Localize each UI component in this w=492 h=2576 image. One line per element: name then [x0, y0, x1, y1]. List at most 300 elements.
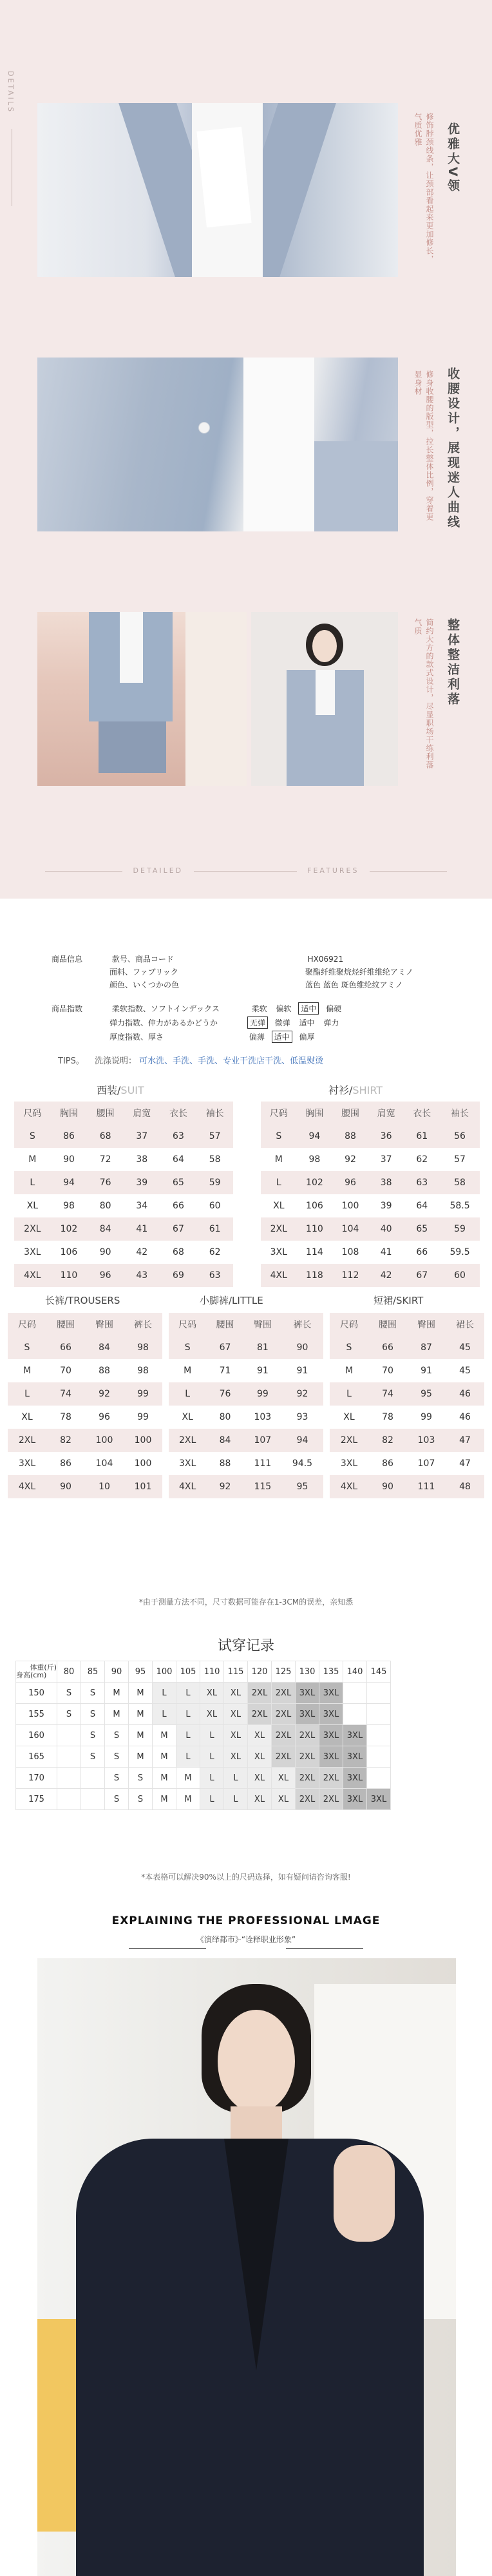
tryon-size-cell: 3XL	[296, 1704, 319, 1725]
shirt-cell: 58	[440, 1171, 480, 1194]
tryon-size-cell: 2XL	[272, 1746, 296, 1768]
shirt-header-cell: 肩宽	[368, 1102, 404, 1125]
shirt-cell: 56	[440, 1125, 480, 1148]
tryon-size-cell: M	[129, 1725, 153, 1746]
tryon-height-cell: 150	[16, 1683, 57, 1704]
trousers-header-cell: 尺码	[8, 1313, 46, 1336]
skirt-header-row	[330, 1313, 484, 1336]
tryon-size-cell: L	[176, 1683, 200, 1704]
shirt-cell: L	[261, 1171, 297, 1194]
trousers-cell: 100	[124, 1429, 162, 1452]
tryon-corner-weight: 体重(斤)	[30, 1663, 57, 1672]
trousers-cell: 92	[85, 1382, 124, 1406]
skirt-header-cell: 裙长	[446, 1313, 484, 1336]
info-label: 商品信息	[52, 955, 83, 964]
skirt-cell: 78	[368, 1406, 407, 1429]
code-value: HX06921	[307, 955, 344, 964]
tryon-size-cell: S	[57, 1683, 81, 1704]
table-row	[261, 1264, 480, 1287]
tryon-size-cell: 2XL	[319, 1768, 343, 1789]
suit-cell: 106	[51, 1241, 88, 1264]
skirt-cell: M	[330, 1359, 368, 1382]
detail-1-title: 优雅大V领	[446, 122, 460, 194]
tryon-weight-cell: 115	[224, 1661, 248, 1683]
suit-cell: 57	[196, 1125, 233, 1148]
info-row-thickness	[109, 1031, 319, 1043]
wash-label: 洗涤说明：	[95, 1056, 137, 1066]
tryon-size-cell: M	[153, 1725, 176, 1746]
tips-row	[58, 1054, 323, 1066]
table-row	[8, 1336, 162, 1359]
trousers-cell: 82	[46, 1429, 85, 1452]
tryon-size-cell: 3XL	[343, 1746, 367, 1768]
tryon-size-cell: 3XL	[319, 1704, 343, 1725]
footer-features: FEATURES	[307, 866, 359, 875]
shirt-cell: 64	[404, 1194, 440, 1217]
little-cell: 76	[206, 1382, 243, 1406]
suit-size-table	[14, 1102, 233, 1287]
little-cell: 91	[281, 1359, 323, 1382]
skirt-header-cell: 腰围	[368, 1313, 407, 1336]
little-cell: 90	[281, 1336, 323, 1359]
tryon-corner-height: 身高(cm)	[16, 1671, 47, 1679]
tryon-height-cell: 160	[16, 1725, 57, 1746]
tryon-weight-cell: 80	[57, 1661, 81, 1683]
skirt-cell: 74	[368, 1382, 407, 1406]
tryon-size-cell: XL	[224, 1704, 248, 1725]
skirt-cell: S	[330, 1336, 368, 1359]
tryon-size-cell: S	[81, 1683, 105, 1704]
suit-cell: L	[14, 1171, 51, 1194]
trousers-header-row	[8, 1313, 162, 1336]
info-row-code	[52, 953, 343, 964]
shirt-cell: M	[261, 1148, 297, 1171]
footer-detailed: DETAILED	[133, 866, 184, 875]
shirt-cell: XL	[261, 1194, 297, 1217]
trousers-cell: 88	[85, 1359, 124, 1382]
shirt-cell: 100	[332, 1194, 368, 1217]
detail-2-title: 收腰设计，展现迷人曲线	[446, 367, 460, 530]
tryon-size-cell: 2XL	[248, 1704, 272, 1725]
little-header-cell: 裤长	[281, 1313, 323, 1336]
table-row	[14, 1194, 233, 1217]
trousers-cell: 74	[46, 1382, 85, 1406]
tryon-weight-cell: 90	[105, 1661, 129, 1683]
tryon-size-cell: S	[81, 1704, 105, 1725]
little-cell: 115	[244, 1475, 281, 1498]
tryon-size-cell	[81, 1789, 105, 1810]
table-row	[169, 1406, 323, 1429]
tryon-size-cell	[367, 1725, 391, 1746]
tryon-size-cell: S	[105, 1725, 129, 1746]
trousers-cell: M	[8, 1359, 46, 1382]
little-cell: 103	[244, 1406, 281, 1429]
tryon-size-cell: XL	[200, 1683, 224, 1704]
little-header-cell: 臀围	[244, 1313, 281, 1336]
suit-cell: XL	[14, 1194, 51, 1217]
skirt-cell: 95	[407, 1382, 446, 1406]
tryon-size-cell: L	[176, 1704, 200, 1725]
detail-3-text: 简约大方的款式设计，尽显职场干练利落气质	[413, 618, 434, 769]
skirt-cell: 4XL	[330, 1475, 368, 1498]
tryon-size-cell: 3XL	[319, 1725, 343, 1746]
little-cell: L	[169, 1382, 206, 1406]
suit-cell: 60	[196, 1194, 233, 1217]
table-row	[8, 1382, 162, 1406]
trousers-cell: 99	[124, 1406, 162, 1429]
shirt-size-table	[261, 1102, 480, 1287]
shirt-header-cell: 尺码	[261, 1102, 297, 1125]
skirt-cell: 82	[368, 1429, 407, 1452]
details-footer	[0, 866, 492, 875]
tryon-size-cell: XL	[248, 1746, 272, 1768]
tryon-size-cell	[367, 1768, 391, 1789]
trousers-header-cell: 臀围	[85, 1313, 124, 1336]
tryon-note: *本表格可以解决90%以上的尺码选择，如有疑问请咨询客服!	[141, 1873, 351, 1882]
table-row	[16, 1725, 391, 1746]
little-cell: 3XL	[169, 1452, 206, 1475]
shirt-cell: 38	[368, 1171, 404, 1194]
full-look-photo	[37, 612, 247, 786]
tryon-size-cell: XL	[272, 1789, 296, 1810]
shirt-cell: 112	[332, 1264, 368, 1287]
little-cell: 95	[281, 1475, 323, 1498]
skirt-cell: 66	[368, 1336, 407, 1359]
suit-cell: 66	[160, 1194, 197, 1217]
suit-cell: 39	[124, 1171, 160, 1194]
tryon-size-cell: L	[200, 1746, 224, 1768]
thickness-option-selected: 适中	[272, 1031, 292, 1043]
tryon-size-cell: 3XL	[343, 1789, 367, 1810]
skirt-cell: 70	[368, 1359, 407, 1382]
little-cell: 67	[206, 1336, 243, 1359]
tryon-size-cell: 2XL	[319, 1789, 343, 1810]
table-row	[261, 1171, 480, 1194]
suit-cell: 65	[160, 1171, 197, 1194]
skirt-cell: 91	[407, 1359, 446, 1382]
fabric-label: 面料、ファブリック	[109, 968, 178, 977]
table-row	[330, 1406, 484, 1429]
index-label: 商品指数	[52, 1004, 83, 1013]
trousers-cell: 96	[85, 1406, 124, 1429]
stretch-option: 适中	[299, 1018, 315, 1027]
skirt-table-title: 短裙/SKIRT	[374, 1295, 424, 1306]
little-cell: 111	[244, 1452, 281, 1475]
suit-cell: 58	[196, 1148, 233, 1171]
suit-cell: 84	[87, 1217, 124, 1241]
table-row	[16, 1789, 391, 1810]
table-row	[330, 1452, 484, 1475]
table-row	[16, 1704, 391, 1725]
tryon-size-cell: L	[200, 1725, 224, 1746]
little-cell: 81	[244, 1336, 281, 1359]
tryon-size-cell: 3XL	[296, 1683, 319, 1704]
tryon-size-cell: L	[153, 1704, 176, 1725]
shirt-cell: 106	[297, 1194, 333, 1217]
tryon-size-cell: M	[105, 1704, 129, 1725]
table-row	[330, 1359, 484, 1382]
suit-table-title	[97, 1082, 144, 1097]
little-cell: 93	[281, 1406, 323, 1429]
soft-option-selected: 适中	[298, 1002, 319, 1015]
suit-cell: 59	[196, 1171, 233, 1194]
thickness-label: 厚度指数、厚さ	[109, 1033, 164, 1042]
trousers-cell: 100	[85, 1429, 124, 1452]
suit-header-cell: 袖长	[196, 1102, 233, 1125]
tryon-size-cell: S	[105, 1768, 129, 1789]
shirt-cell: 67	[404, 1264, 440, 1287]
wash-text: 可水洗、手洗、手洗、专业干洗店干洗、低温熨烫	[139, 1056, 324, 1066]
collar-photo	[37, 103, 398, 277]
shirt-cell: 104	[332, 1217, 368, 1241]
tryon-size-cell: S	[129, 1768, 153, 1789]
table-row	[261, 1217, 480, 1241]
little-cell: XL	[169, 1406, 206, 1429]
tryon-size-cell: 3XL	[319, 1746, 343, 1768]
tryon-size-cell	[367, 1683, 391, 1704]
tryon-size-cell: L	[153, 1683, 176, 1704]
skirt-cell: 47	[446, 1452, 484, 1475]
suit-cell: 72	[87, 1148, 124, 1171]
suit-cell: 3XL	[14, 1241, 51, 1264]
trousers-cell: S	[8, 1336, 46, 1359]
table-row	[14, 1171, 233, 1194]
tryon-size-cell: S	[57, 1704, 81, 1725]
skirt-cell: 107	[407, 1452, 446, 1475]
info-row-soft	[52, 1002, 346, 1015]
trousers-cell: 84	[85, 1336, 124, 1359]
color-label: 颜色、いくつかの色	[109, 980, 180, 989]
tryon-title: 试穿记录	[217, 1638, 274, 1654]
table-row	[330, 1475, 484, 1498]
tryon-weight-cell: 145	[367, 1661, 391, 1683]
trousers-cell: 86	[46, 1452, 85, 1475]
suit-cell: 34	[124, 1194, 160, 1217]
shirt-header-cell: 衣长	[404, 1102, 440, 1125]
shirt-cell: 41	[368, 1241, 404, 1264]
tryon-size-cell: S	[129, 1789, 153, 1810]
suit-cell: 62	[196, 1241, 233, 1264]
tryon-weight-cell: 95	[129, 1661, 153, 1683]
thickness-option: 偏厚	[299, 1033, 315, 1042]
thickness-option: 偏薄	[249, 1033, 265, 1042]
trousers-cell: 78	[46, 1406, 85, 1429]
skirt-cell: 45	[446, 1336, 484, 1359]
trousers-cell: 99	[124, 1382, 162, 1406]
suit-cell: 86	[51, 1125, 88, 1148]
tryon-size-cell: L	[200, 1768, 224, 1789]
tryon-size-cell: 3XL	[319, 1683, 343, 1704]
little-cell: 107	[244, 1429, 281, 1452]
table-row	[261, 1148, 480, 1171]
little-cell: 99	[244, 1382, 281, 1406]
table-row	[169, 1452, 323, 1475]
shirt-cell: 65	[404, 1217, 440, 1241]
shirt-cell: 40	[368, 1217, 404, 1241]
little-cell: 2XL	[169, 1429, 206, 1452]
suit-cell: 76	[87, 1171, 124, 1194]
trousers-size-table	[8, 1313, 162, 1498]
soft-option: 偏软	[276, 1004, 292, 1013]
tryon-size-cell	[343, 1704, 367, 1725]
tryon-size-cell	[57, 1746, 81, 1768]
tips-label: TIPS。	[58, 1056, 84, 1066]
suit-cell: 98	[51, 1194, 88, 1217]
table-row	[8, 1429, 162, 1452]
info-row-stretch	[109, 1016, 343, 1029]
fabric-value: 聚酯纤维聚烷烃纤维维纶アミノ	[305, 968, 413, 977]
suit-cell: 94	[51, 1171, 88, 1194]
skirt-cell: 87	[407, 1336, 446, 1359]
suit-cell: 41	[124, 1217, 160, 1241]
tryon-weight-cell: 100	[153, 1661, 176, 1683]
shirt-cell: 63	[404, 1171, 440, 1194]
skirt-cell: 45	[446, 1359, 484, 1382]
trousers-cell: 98	[124, 1359, 162, 1382]
tryon-size-cell: S	[105, 1746, 129, 1768]
suit-cell: 63	[196, 1264, 233, 1287]
suit-cell: 42	[124, 1241, 160, 1264]
stretch-option-selected: 无弹	[247, 1016, 268, 1029]
stretch-label: 弹力指数、伸力があるかどうか	[109, 1018, 218, 1027]
shirt-cell: 36	[368, 1125, 404, 1148]
table-row	[330, 1382, 484, 1406]
tryon-weight-cell: 105	[176, 1661, 200, 1683]
table-row	[16, 1768, 391, 1789]
tryon-size-cell: XL	[248, 1725, 272, 1746]
shirt-cell: 42	[368, 1264, 404, 1287]
suit-cell: 2XL	[14, 1217, 51, 1241]
tryon-size-cell: 3XL	[343, 1725, 367, 1746]
skirt-cell: 3XL	[330, 1452, 368, 1475]
trousers-cell: 4XL	[8, 1475, 46, 1498]
tryon-size-cell: 2XL	[272, 1683, 296, 1704]
shirt-cell: 66	[404, 1241, 440, 1264]
little-header-cell: 腰围	[206, 1313, 243, 1336]
table-row	[8, 1475, 162, 1498]
table-row	[14, 1148, 233, 1171]
tryon-size-cell: S	[105, 1789, 129, 1810]
trousers-header-cell: 裤长	[124, 1313, 162, 1336]
little-header-cell: 尺码	[169, 1313, 206, 1336]
tryon-weight-cell: 140	[343, 1661, 367, 1683]
suit-cell: 63	[160, 1125, 197, 1148]
tryon-size-cell: XL	[248, 1789, 272, 1810]
skirt-cell: L	[330, 1382, 368, 1406]
soft-option: 偏硬	[326, 1004, 342, 1013]
tryon-size-cell	[81, 1768, 105, 1789]
suit-cell: 68	[160, 1241, 197, 1264]
trousers-cell: 3XL	[8, 1452, 46, 1475]
skirt-cell: 48	[446, 1475, 484, 1498]
shirt-title-cn: 衬衫/	[328, 1084, 353, 1096]
tryon-size-cell: M	[129, 1683, 153, 1704]
tryon-corner	[16, 1661, 57, 1683]
table-row	[169, 1475, 323, 1498]
little-cell: 94	[281, 1429, 323, 1452]
trousers-cell: 70	[46, 1359, 85, 1382]
trousers-cell: 2XL	[8, 1429, 46, 1452]
suit-cell: 4XL	[14, 1264, 51, 1287]
table-row	[14, 1264, 233, 1287]
suit-header-cell: 肩宽	[124, 1102, 160, 1125]
skirt-cell: 90	[368, 1475, 407, 1498]
little-cell: 80	[206, 1406, 243, 1429]
skirt-size-table	[330, 1313, 484, 1498]
shirt-cell: 88	[332, 1125, 368, 1148]
tryon-size-cell: XL	[272, 1768, 296, 1789]
tryon-header-row	[16, 1661, 391, 1683]
trousers-cell: L	[8, 1382, 46, 1406]
trousers-header-cell: 腰围	[46, 1313, 85, 1336]
little-cell: 84	[206, 1429, 243, 1452]
suit-cell: 102	[51, 1217, 88, 1241]
skirt-header-cell: 尺码	[330, 1313, 368, 1336]
tryon-size-cell	[343, 1683, 367, 1704]
tryon-size-cell	[57, 1725, 81, 1746]
skirt-cell: 86	[368, 1452, 407, 1475]
suit-cell: 90	[51, 1148, 88, 1171]
suit-header-cell: 衣长	[160, 1102, 197, 1125]
footer-line-right	[370, 871, 447, 872]
trousers-cell: 101	[124, 1475, 162, 1498]
table-row	[261, 1125, 480, 1148]
trousers-cell: 90	[46, 1475, 85, 1498]
pro-line-right	[286, 1948, 363, 1949]
tryon-size-cell	[57, 1789, 81, 1810]
suit-header-cell: 腰围	[87, 1102, 124, 1125]
tryon-size-cell: XL	[224, 1725, 248, 1746]
tryon-weight-cell: 125	[272, 1661, 296, 1683]
shirt-title-en: SHIRT	[352, 1084, 383, 1096]
tryon-weight-cell: 130	[296, 1661, 319, 1683]
trousers-table-title: 长裤/TROUSERS	[45, 1295, 120, 1306]
little-cell: M	[169, 1359, 206, 1382]
tryon-size-cell: XL	[224, 1746, 248, 1768]
model-portrait-photo	[251, 612, 398, 786]
suit-cell: 64	[160, 1148, 197, 1171]
shirt-cell: 58.5	[440, 1194, 480, 1217]
shirt-table-title	[328, 1082, 383, 1097]
info-row-color	[109, 979, 402, 990]
tryon-weight-cell: 110	[200, 1661, 224, 1683]
skirt-header-cell: 臀围	[407, 1313, 446, 1336]
tryon-size-cell: 2XL	[296, 1789, 319, 1810]
suit-title-en: SUIT	[120, 1084, 144, 1096]
tryon-size-cell: M	[129, 1746, 153, 1768]
suit-header-row	[14, 1102, 233, 1125]
table-row	[14, 1125, 233, 1148]
suit-header-cell: 尺码	[14, 1102, 51, 1125]
skirt-cell: 103	[407, 1429, 446, 1452]
little-header-row	[169, 1313, 323, 1336]
skirt-cell: 46	[446, 1406, 484, 1429]
shirt-header-row	[261, 1102, 480, 1125]
pro-title: EXPLAINING THE PROFESSIONAL LMAGE	[111, 1914, 381, 1927]
suit-cell: 69	[160, 1264, 197, 1287]
suit-cell: 110	[51, 1264, 88, 1287]
table-row	[261, 1241, 480, 1264]
tryon-size-cell	[57, 1768, 81, 1789]
details-section	[0, 0, 492, 899]
model-hero-photo	[37, 1958, 456, 2576]
suit-cell: 68	[87, 1125, 124, 1148]
shirt-header-cell: 袖长	[440, 1102, 480, 1125]
tryon-table	[15, 1661, 391, 1810]
tryon-size-cell: M	[129, 1704, 153, 1725]
shirt-cell: 114	[297, 1241, 333, 1264]
little-cell: 92	[206, 1475, 243, 1498]
